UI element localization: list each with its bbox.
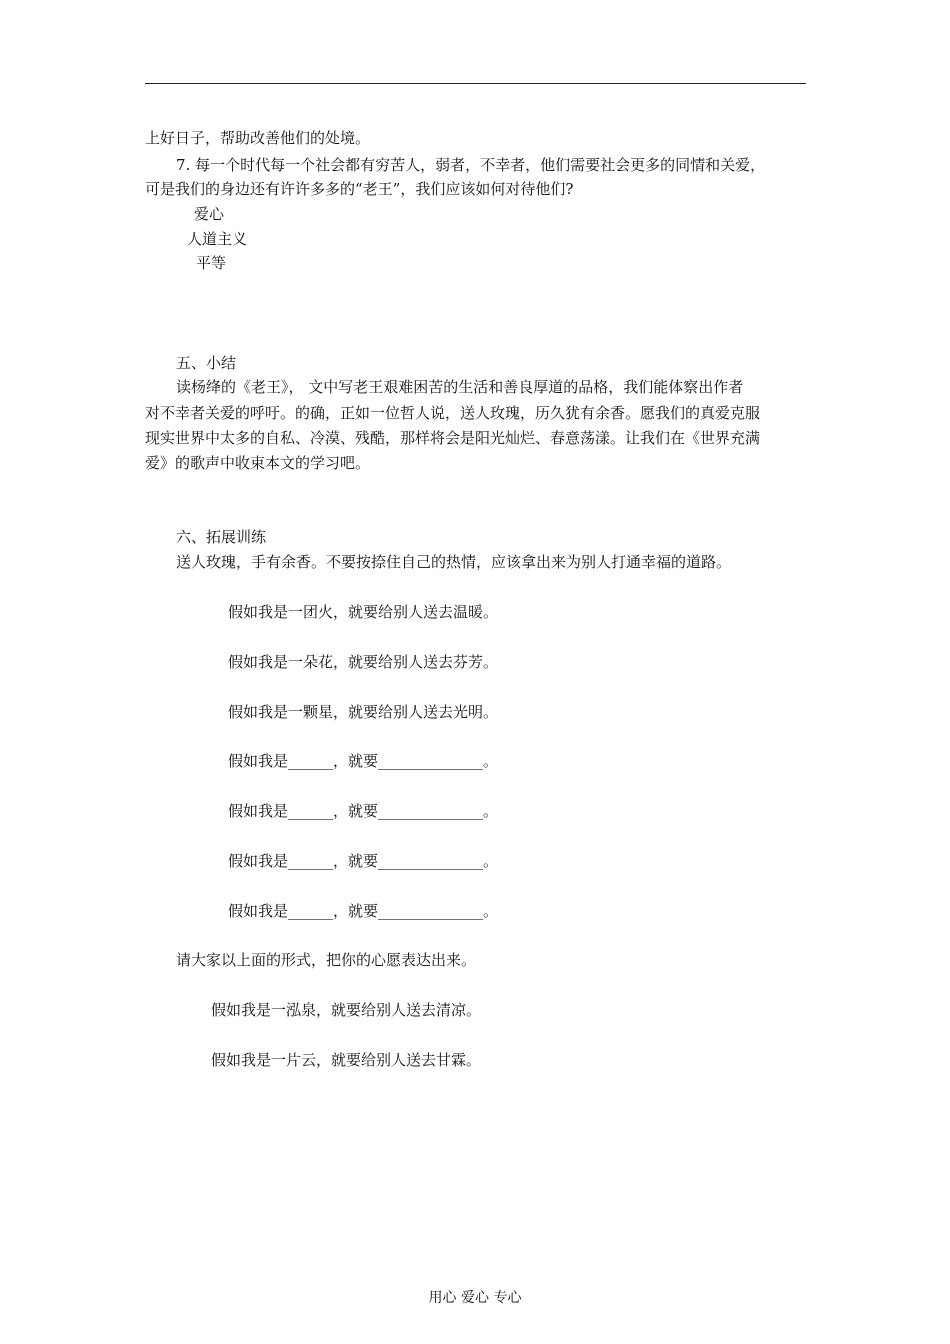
keyword-equality: 平等: [196, 254, 227, 272]
summary-line: 现实世界中太多的自私、冷漠、残酷，那样将会是阳光灿烂、春意荡漾。让我们在《世界充满: [145, 429, 761, 447]
keyword-love: 爱心: [194, 205, 225, 223]
summary-line: 读杨绛的《老王》， 文中写老王艰难困苦的生活和善良厚道的品格，我们能体察出作者: [176, 378, 744, 396]
question-7-line-1: 7. 每一个时代每一个社会都有穷苦人，弱者，不幸者，他们需要社会更多的同情和关爱，: [176, 156, 766, 174]
summary-line: 爱》的歌声中收束本文的学习吧。: [145, 454, 371, 472]
continuation-text: 上好日子，帮助改善他们的处境。: [145, 129, 371, 147]
answer-line: 假如我是一泓泉，就要给别人送去清凉。: [211, 1001, 482, 1019]
example-line: 假如我是一颗星，就要给别人送去光明。: [228, 703, 499, 721]
answer-line: 假如我是一片云，就要给别人送去甘霖。: [211, 1051, 482, 1069]
summary-line: 对不幸者关爱的呼吁。的确，正如一位哲人说，送人玫瑰，历久犹有余香。愿我们的真爱克服: [145, 404, 761, 422]
example-line: 假如我是一团火，就要给别人送去温暖。: [228, 603, 499, 621]
header-rule: [145, 83, 806, 84]
extension-intro: 送人玫瑰，手有余香。不要按捺住自己的热情，应该拿出来为别人打通幸福的道路。: [176, 553, 732, 571]
question-7-line-2: 可是我们的身边还有许许多多的“老王”，我们应该如何对待他们?: [145, 180, 574, 198]
blank-exercise-line: 假如我是______，就要______________。: [228, 752, 499, 770]
keyword-humanitarianism: 人道主义: [187, 230, 248, 248]
summary-heading: 五、小结: [176, 354, 237, 372]
blank-exercise-line: 假如我是______，就要______________。: [228, 802, 499, 820]
page-footer: 用心 爱心 专心: [428, 1290, 522, 1306]
example-line: 假如我是一朵花，就要给别人送去芬芳。: [228, 653, 499, 671]
extension-prompt: 请大家以上面的形式，把你的心愿表达出来。: [176, 951, 477, 969]
blank-exercise-line: 假如我是______，就要______________。: [228, 852, 499, 870]
blank-exercise-line: 假如我是______，就要______________。: [228, 902, 499, 920]
extension-heading: 六、拓展训练: [176, 528, 267, 546]
